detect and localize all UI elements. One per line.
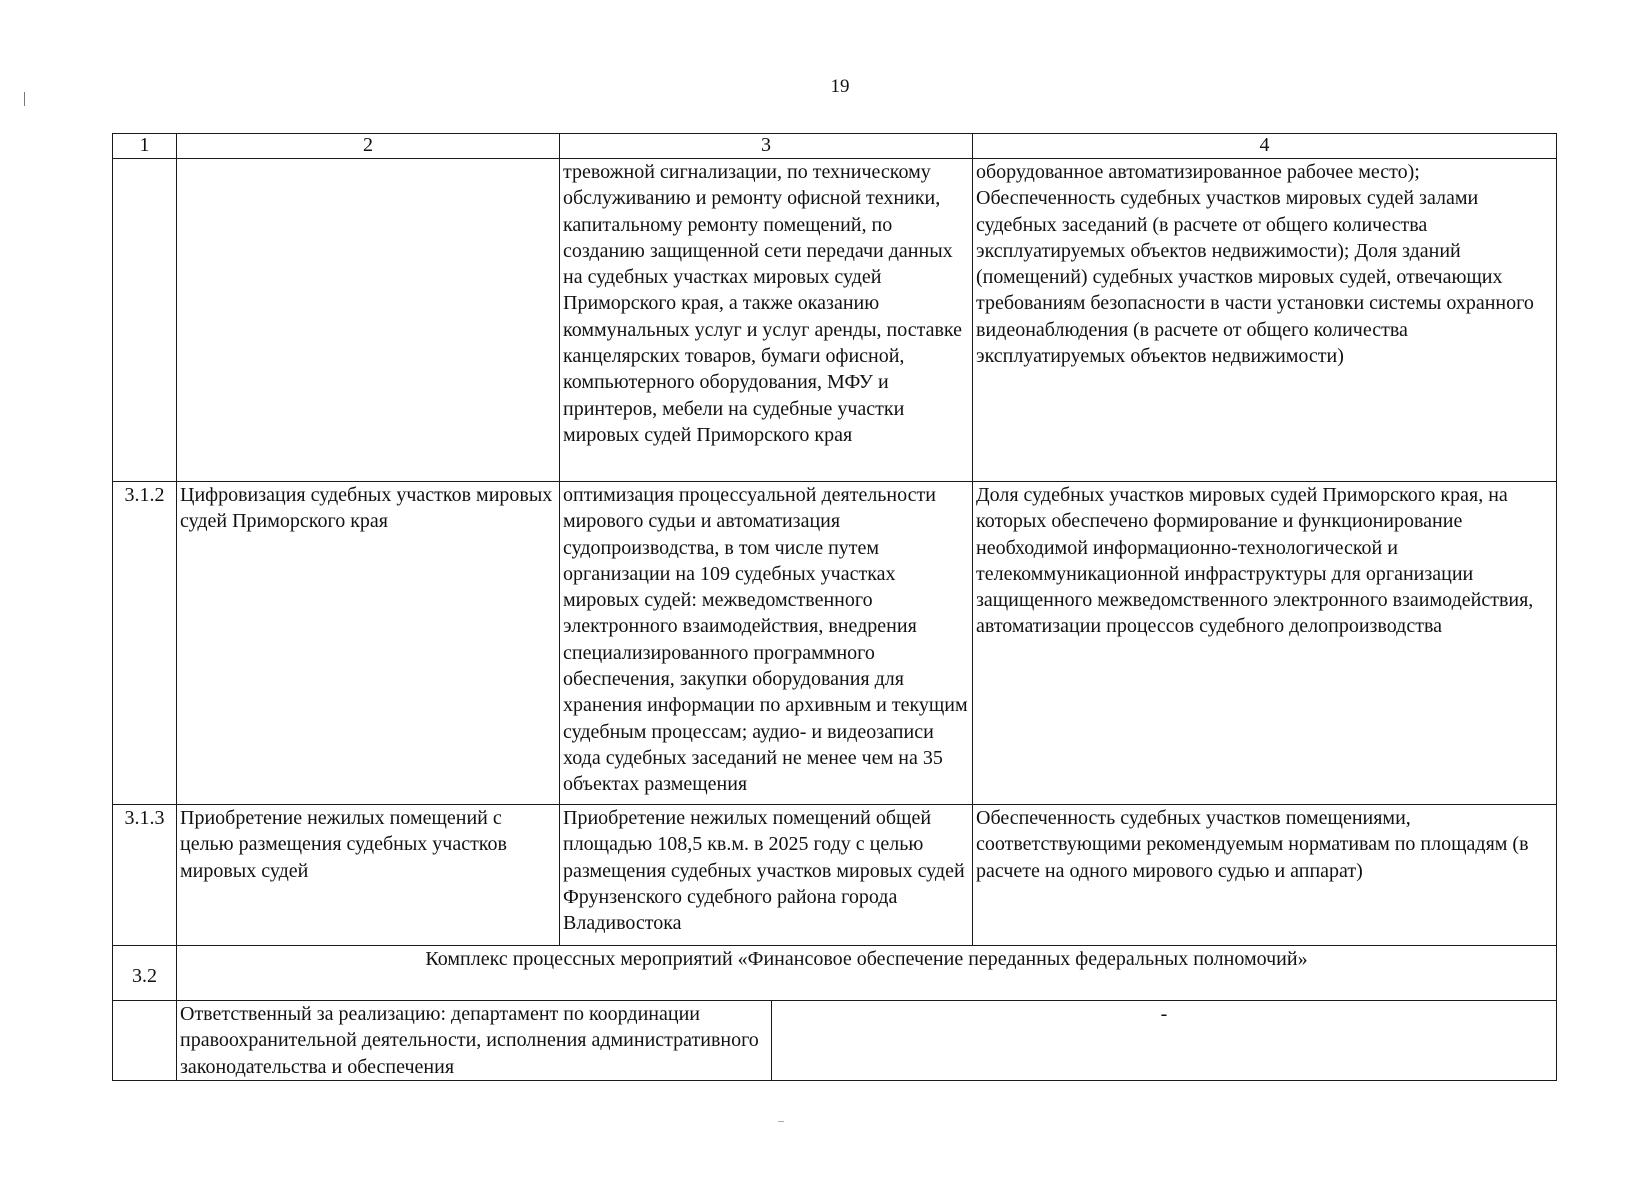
responsible-value-cell: - [772,1001,1557,1081]
document-table [112,133,1557,1081]
section-title-cell: Комплекс процессных мероприятий «Финансовое обеспечение переданных федеральных полномочий» [177,946,1557,1001]
column-number-4: 4 [973,134,1557,159]
row-number-cell: 3.2 [113,946,177,1001]
measure-name-cell: Приобретение нежилых помещений с целью размещения судебных участков мировых судей [177,805,560,946]
row-number-cell [113,1001,177,1081]
column-number-3: 3 [560,134,973,159]
table-row-3-1-2 [113,482,1557,805]
page-number: 19 [830,76,850,97]
measure-description-cell: Приобретение нежилых помещений общей площадью 108,5 кв.м. в 2025 году с целью размещения судебных участков мировых судей Фрунзенского судебного района города Владивостока [560,805,973,946]
table-row-3-2 [113,946,1557,1001]
table-row-continuation [113,159,1557,482]
measure-name-cell [177,159,560,482]
row-number-cell: 3.1.2 [113,482,177,805]
row-number-cell: 3.1.3 [113,805,177,946]
column-number-2: 2 [177,134,560,159]
table-row-3-1-3 [113,805,1557,946]
scan-dust-mark [778,1121,784,1122]
scan-margin-mark [24,92,25,106]
measure-name-cell: Цифровизация судебных участков мировых судей Приморского края [177,482,560,805]
table-header-row [113,134,1557,159]
row-number-cell [113,159,177,482]
responsible-cell: Ответственный за реализацию: департамент по координации правоохранительной деятельности, исполнения административного законодательства и обеспечения [177,1001,772,1081]
measure-description-cell: тревожной сигнализации, по техническому обслуживанию и ремонту офисной техники, капитальному ремонту помещений, по созданию защищенной сети передачи данных на судебных участках мировых судей Приморского края, а также оказанию коммунальных услуг и услуг аренды, поставке канцелярских товаров, бумаги офисной, компьютерного оборудования, МФУ и принтеров, мебели на судебные участки мировых судей Приморского края [560,159,973,482]
table-row-responsible [113,1001,1557,1081]
indicator-cell: оборудованное автоматизированное рабочее место); Обеспеченность судебных участков мировых судей залами судебных заседаний (в расчете от общего количества эксплуатируемых объектов недвижимости); Доля зданий (помещений) судебных участков мировых судей, отвечающих требованиям безопасности в части установки системы охранного видеонаблюдения (в расчете от общего количества эксплуатируемых объектов недвижимости) [973,159,1557,482]
indicator-cell: Обеспеченность судебных участков помещениями, соответствующими рекомендуемым нормативам по площадям (в расчете на одного мирового судью и аппарат) [973,805,1557,946]
column-number-1: 1 [113,134,177,159]
indicator-cell: Доля судебных участков мировых судей Приморского края, на которых обеспечено формирование и функционирование необходимой информационно-технологической и телекоммуникационной инфраструктуры для организации защищенного межведомственного электронного взаимодействия, автоматизации процессов судебного делопроизводства [973,482,1557,805]
measure-description-cell: оптимизация процессуальной деятельности мирового судьи и автоматизация судопроизводства, в том числе путем организации на 109 судебных участках мировых судей: межведомственного электронного взаимодействия, внедрения специализированного программного обеспечения, закупки оборудования для хранения информации по архивным и текущим судебным процессам; аудио- и видеозаписи хода судебных заседаний не менее чем на 35 объектах размещения [560,482,973,805]
